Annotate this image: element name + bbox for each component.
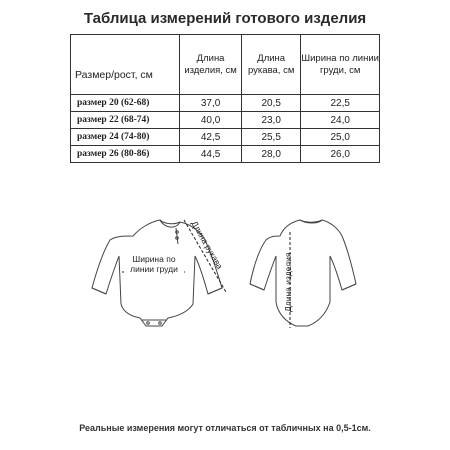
header-chest: Ширина по линии груди, см bbox=[301, 35, 380, 95]
chest-cell: 26,0 bbox=[301, 146, 380, 163]
bodysuit-back-drawing bbox=[250, 220, 356, 326]
sleeve-cell: 28,0 bbox=[241, 146, 300, 163]
length-cell: 40,0 bbox=[180, 112, 242, 129]
chest-cell: 22,5 bbox=[301, 95, 380, 112]
header-size: Размер/рост, см bbox=[71, 35, 180, 95]
header-length: Длина изделия, см bbox=[180, 35, 242, 95]
header-sleeve: Длина рукава, см bbox=[241, 35, 300, 95]
sleeve-cell: 25,5 bbox=[241, 129, 300, 146]
sleeve-cell: 23,0 bbox=[241, 112, 300, 129]
page-title: Таблица измерений готового изделия bbox=[83, 10, 367, 27]
length-cell: 37,0 bbox=[180, 95, 242, 112]
sleeve-length-label: Длина рукава bbox=[189, 219, 225, 271]
size-cell: размер 20 (62-68) bbox=[71, 95, 180, 112]
size-cell: размер 22 (68-74) bbox=[71, 112, 180, 129]
chest-width-label: Ширина по линии груди bbox=[124, 254, 184, 274]
footnote: Реальные измерения могут отличаться от табличных на 0,5-1см. bbox=[79, 423, 371, 433]
size-cell: размер 26 (80-86) bbox=[71, 146, 180, 163]
chest-cell: 25,0 bbox=[301, 129, 380, 146]
length-cell: 42,5 bbox=[180, 129, 242, 146]
chest-cell: 24,0 bbox=[301, 112, 380, 129]
size-cell: размер 24 (74-80) bbox=[71, 129, 180, 146]
length-cell: 44,5 bbox=[180, 146, 242, 163]
sleeve-cell: 20,5 bbox=[241, 95, 300, 112]
product-length-label: Длина изделия bbox=[283, 252, 293, 312]
